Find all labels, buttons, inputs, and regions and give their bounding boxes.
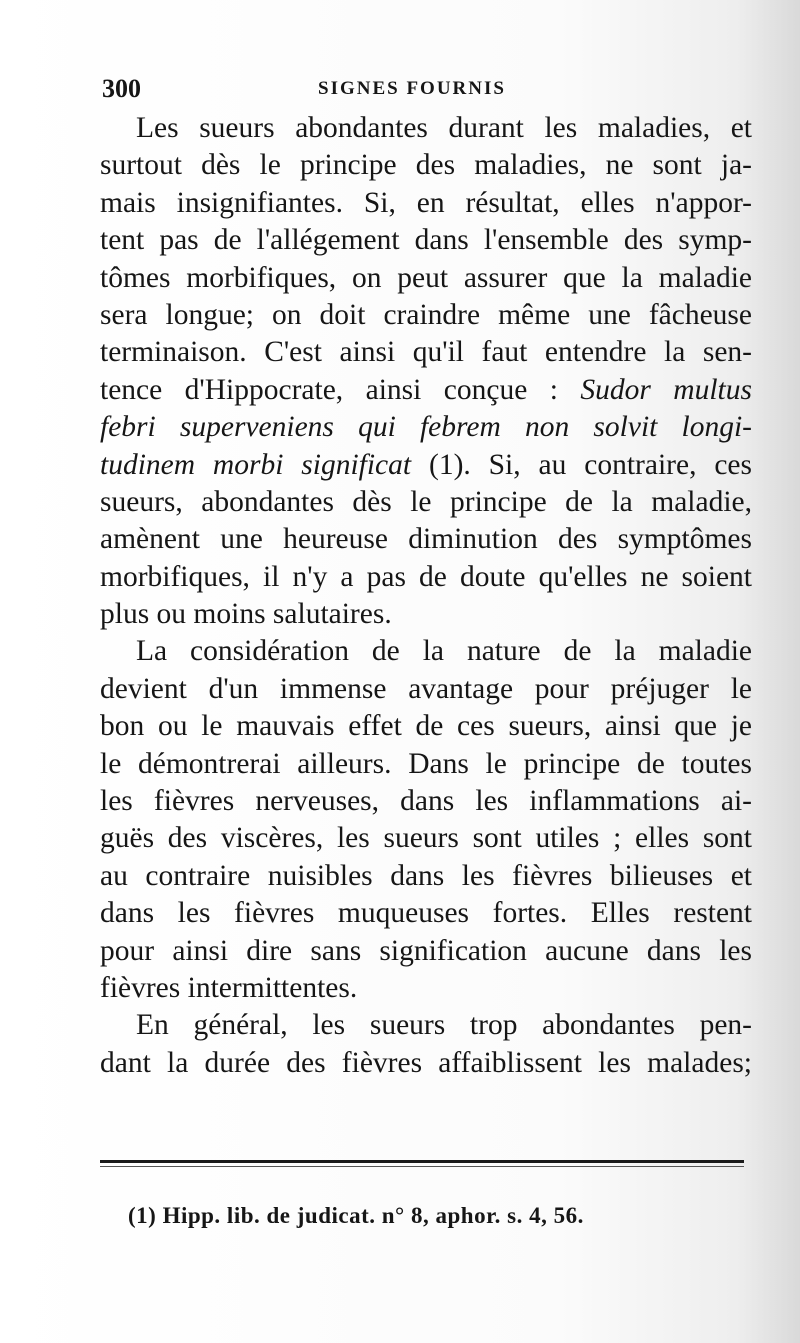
text-line: au contraire nuisibles dans les fièvres bilieuses et xyxy=(100,859,752,892)
body-text xyxy=(100,110,752,1082)
text-line: dant la durée des fièvres affaiblissent les malades; xyxy=(100,1046,752,1079)
text-segment: tence d'Hippocrate, ainsi conçue : xyxy=(100,373,581,406)
text-line: les fièvres nerveuses, dans les inflammations ai- xyxy=(100,785,752,818)
text-line: devient d'un immense avantage pour préjuger le xyxy=(100,672,752,705)
text-line: plus ou moins salutaires. xyxy=(100,598,392,631)
text-line xyxy=(100,409,752,446)
latin-quotation: Sudor multus xyxy=(580,373,752,406)
text-line: fièvres intermittentes. xyxy=(100,971,358,1004)
text-line: tent pas de l'allégement dans l'ensemble des symp- xyxy=(100,224,752,257)
latin-quotation: febri superveniens qui febrem non solvit longi- xyxy=(100,411,752,444)
text-line: tômes morbifiques, on peut assurer que la maladie xyxy=(100,261,752,294)
page-header xyxy=(100,74,740,106)
text-line: amènent une heureuse diminution des symptômes xyxy=(100,523,752,556)
text-line xyxy=(100,447,752,484)
text-line: La considération de la nature de la maladie xyxy=(136,635,752,668)
footnote-separator xyxy=(100,1160,744,1163)
text-line: En général, les sueurs trop abondantes pen- xyxy=(136,1009,752,1042)
footnote: (1) Hipp. lib. de judicat. n° 8, aphor. s. 4, 56. xyxy=(128,1203,584,1228)
text-line: dans les fièvres muqueuses fortes. Elles restent xyxy=(100,897,752,930)
text-line: mais insignifiantes. Si, en résultat, elles n'appor- xyxy=(100,186,752,219)
text-line: sueurs, abondantes dès le principe de la maladie, xyxy=(100,485,752,518)
text-line: Les sueurs abondantes durant les maladies, et xyxy=(136,112,752,144)
text-line: morbifiques, il n'y a pas de doute qu'elles ne soient xyxy=(100,560,752,593)
text-line: sera longue; on doit craindre même une fâcheuse xyxy=(100,298,752,331)
text-line xyxy=(100,372,752,409)
latin-quotation: tudinem morbi significat xyxy=(100,448,412,481)
text-segment: (1). Si, au contraire, ces xyxy=(411,448,752,481)
text-line: terminaison. C'est ainsi qu'il faut entendre la sen- xyxy=(100,336,752,369)
running-head: SIGNES FOURNIS xyxy=(318,78,506,99)
footnote-separator-thin xyxy=(100,1166,744,1167)
page-number: 300 xyxy=(102,74,141,103)
text-line: bon ou le mauvais effet de ces sueurs, ainsi que je xyxy=(100,710,752,743)
text-line: le démontrerai ailleurs. Dans le principe de toutes xyxy=(100,747,752,780)
text-line: surtout dès le principe des maladies, ne sont ja- xyxy=(100,149,752,182)
text-line: pour ainsi dire sans signification aucune dans les xyxy=(100,934,752,967)
text-line: guës des viscères, les sueurs sont utiles ; elles sont xyxy=(100,822,752,855)
